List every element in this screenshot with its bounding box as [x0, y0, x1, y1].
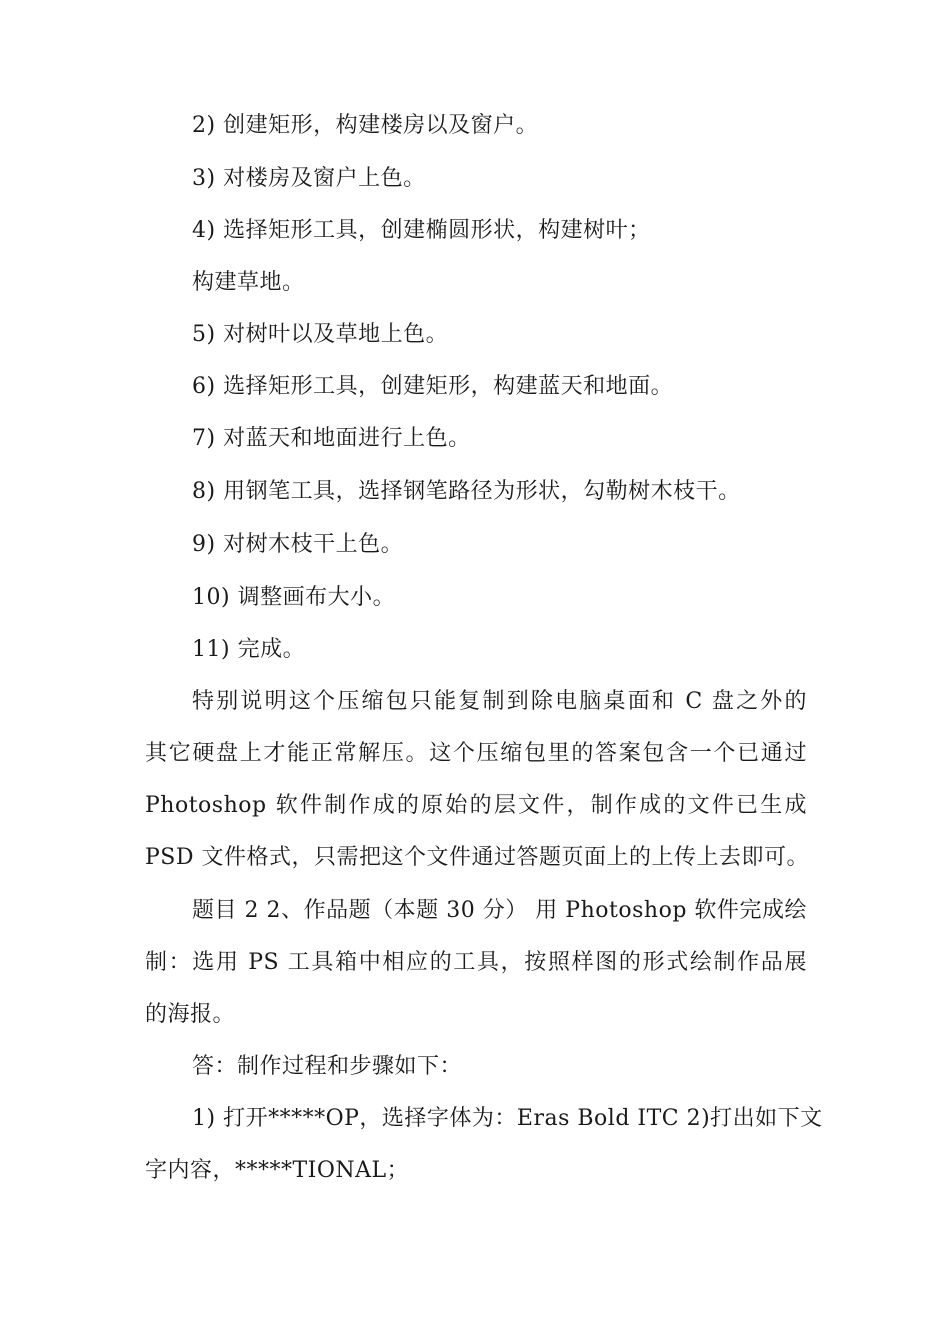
- question-paragraph-line-2: 制：选用 PS 工具箱中相应的工具，按照样图的形式绘制作品展: [145, 950, 807, 975]
- step-6-line: 6) 选择矩形工具，创建矩形，构建蓝天和地面。: [192, 374, 674, 399]
- question-paragraph-line-3: 的海报。: [145, 1002, 236, 1027]
- step-8-line: 8) 用钢笔工具，选择钢笔路径为形状，勾勒树木枝干。: [192, 479, 741, 504]
- step-7-line: 7) 对蓝天和地面进行上色。: [192, 426, 471, 451]
- step-9-line: 9) 对树木枝干上色。: [192, 532, 404, 557]
- step-5-line: 5) 对树叶以及草地上色。: [192, 322, 449, 347]
- step-4-line: 4) 选择矩形工具，创建椭圆形状，构建树叶；: [192, 218, 651, 243]
- note-paragraph-line-2: 其它硬盘上才能正常解压。这个压缩包里的答案包含一个已通过: [145, 741, 807, 766]
- step-4-continuation-line: 构建草地。: [192, 270, 305, 295]
- note-paragraph-line-4: PSD 文件格式，只需把这个文件通过答题页面上的上传上去即可。: [145, 845, 810, 870]
- question-paragraph-line-1: 题目 2 2、作品题（本题 30 分） 用 Photoshop 软件完成绘: [192, 898, 807, 923]
- answer-heading-line: 答：制作过程和步骤如下：: [192, 1054, 463, 1079]
- answer-step-1-line-1: 1) 打开*****OP，选择字体为：Eras Bold ITC 2)打出如下文: [192, 1106, 823, 1131]
- note-paragraph-line-1: 特别说明这个压缩包只能复制到除电脑桌面和 C 盘之外的: [192, 689, 807, 714]
- step-3-line: 3) 对楼房及窗户上色。: [192, 166, 426, 191]
- answer-step-1-line-2: 字内容，*****TIONAL；: [145, 1158, 410, 1183]
- step-2-line: 2) 创建矩形，构建楼房以及窗户。: [192, 113, 539, 138]
- note-paragraph-line-3: Photoshop 软件制作成的原始的层文件，制作成的文件已生成: [145, 793, 807, 818]
- step-10-line: 10) 调整画布大小。: [192, 585, 396, 610]
- step-11-line: 11) 完成。: [192, 637, 306, 662]
